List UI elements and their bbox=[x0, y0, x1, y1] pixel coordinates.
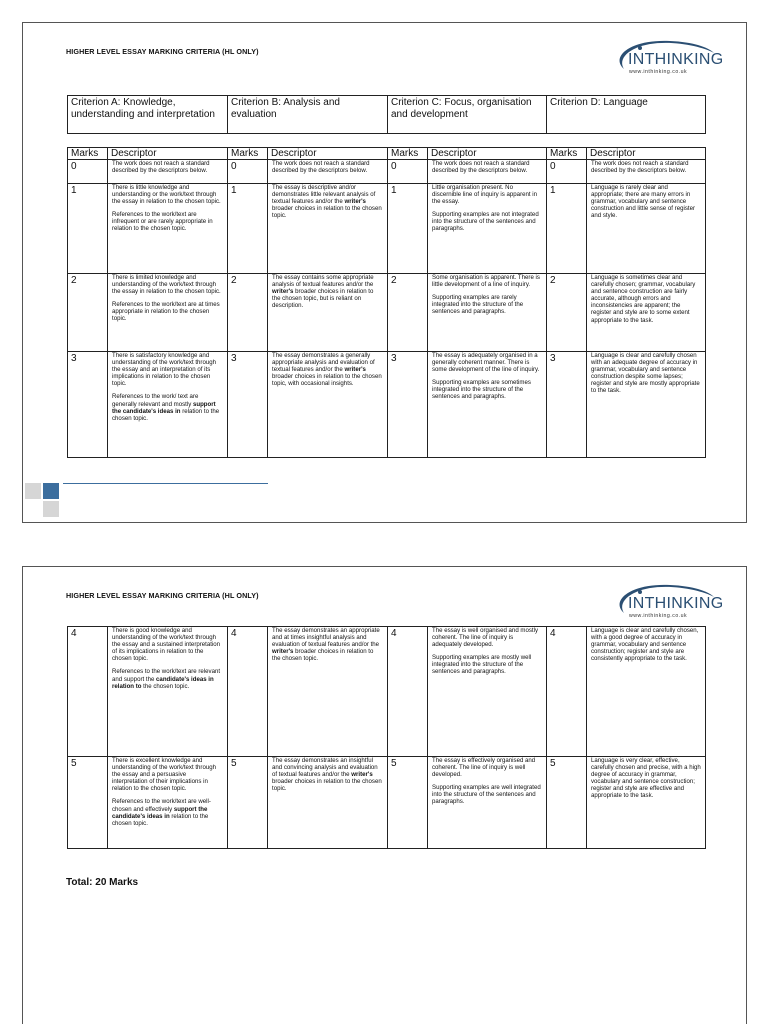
bold-term: writer's bbox=[272, 648, 294, 656]
bold-term: candidate's ideas in relation to bbox=[112, 675, 214, 690]
inthinking-logo bbox=[608, 33, 724, 79]
descriptor-text: There is good knowledge and understanding of the work/text through the essay and a sustained interpretation of its implications in relation to the chosen topic. bbox=[112, 627, 221, 663]
criterion-c-heading: Criterion C: Focus, organisation and development bbox=[388, 96, 547, 134]
criterion-c-mark-cell: 4 bbox=[388, 627, 428, 757]
bold-term: support the candidate's ideas in bbox=[112, 400, 216, 415]
descriptor-text: The essay contains some appropriate analysis of textual features and/or the bbox=[272, 274, 374, 289]
decorative-grey-square bbox=[25, 483, 41, 499]
descriptor-paragraph: The work does not reach a standard described by the descriptors below. bbox=[432, 160, 530, 175]
marks-column-header: Marks bbox=[68, 148, 108, 160]
descriptor-paragraph: There is little knowledge and understanding or the work/text through the essay in relation to the chosen topic. bbox=[112, 184, 221, 206]
criterion-c-descriptor-cell bbox=[428, 184, 547, 274]
descriptor-text: The essay demonstrates an appropriate and at times insightful analysis and evaluation of textual features and/or the bbox=[272, 627, 380, 649]
criterion-a-heading: Criterion A: Knowledge, understanding and interpretation bbox=[68, 96, 228, 134]
criterion-d-heading: Criterion D: Language bbox=[547, 96, 706, 134]
criterion-d-mark-cell: 3 bbox=[547, 352, 587, 458]
marking-criteria-table-continued bbox=[67, 626, 706, 849]
criterion-a-descriptor-cell bbox=[108, 184, 228, 274]
descriptor-paragraph: The work does not reach a standard described by the descriptors below. bbox=[112, 160, 210, 175]
descriptor-paragraph: The essay is effectively organised and coherent. The line of inquiry is well developed. bbox=[432, 757, 536, 779]
descriptor-paragraph: Language is very clear, effective, carefully chosen and precise, with a high degree of accuracy in grammar, vocabulary and sentence construction; register and style are effective and appropriate to the task. bbox=[591, 757, 701, 800]
total-marks: Total: 20 Marks bbox=[66, 877, 139, 888]
descriptor-paragraph: Supporting examples are sometimes integrated into the structure of the sentences and paragraphs. bbox=[432, 379, 531, 401]
criterion-c-mark-cell: 5 bbox=[388, 757, 428, 849]
criterion-b-mark-cell: 4 bbox=[228, 627, 268, 757]
criterion-a-mark-cell: 2 bbox=[68, 274, 108, 352]
bold-term: writer's bbox=[344, 366, 366, 374]
table-header-row bbox=[68, 148, 706, 160]
descriptor-paragraph: Language is clear and carefully chosen with an adequate degree of accuracy in grammar, vocabulary and sentence construction despite some lapses; register and style are mostly appropriate to the task. bbox=[591, 352, 700, 395]
descriptor-column-header: Descriptor bbox=[108, 148, 228, 160]
criterion-b-mark-cell: 1 bbox=[228, 184, 268, 274]
descriptor-paragraph: Language is sometimes clear and carefully chosen; grammar, vocabulary and sentence construction are fairly accurate, although errors and inconsistencies are apparent; the register and style are to some extent appropriate to the task. bbox=[591, 274, 696, 324]
criterion-a-mark-cell: 1 bbox=[68, 184, 108, 274]
descriptor-column-header: Descriptor bbox=[268, 148, 388, 160]
criterion-b-descriptor-cell bbox=[268, 274, 388, 352]
criterion-c-descriptor-cell bbox=[428, 160, 547, 184]
table-row bbox=[68, 352, 706, 458]
criterion-a-mark-cell: 3 bbox=[68, 352, 108, 458]
descriptor-paragraph: The work does not reach a standard described by the descriptors below. bbox=[591, 160, 689, 175]
document-page-2 bbox=[22, 566, 747, 1024]
descriptor-paragraph: The essay is adequately organised in a generally coherent manner. There is some development of the line of inquiry. bbox=[432, 352, 540, 374]
logo-text: INTHINKING bbox=[628, 51, 724, 68]
criterion-d-descriptor-cell bbox=[587, 274, 706, 352]
criterion-d-mark-cell: 0 bbox=[547, 160, 587, 184]
descriptor-text: relation to the chosen topic. bbox=[112, 812, 209, 827]
criterion-b-descriptor-cell bbox=[268, 184, 388, 274]
criterion-a-descriptor-cell bbox=[108, 274, 228, 352]
criterion-d-mark-cell: 1 bbox=[547, 184, 587, 274]
descriptor-paragraph: Some organisation is apparent. There is little development of a line of inquiry. bbox=[432, 274, 540, 289]
descriptor-text: broader choices in relation to the chosen topic. bbox=[272, 205, 382, 220]
table-row bbox=[68, 274, 706, 352]
table-row bbox=[68, 184, 706, 274]
descriptor-paragraph: The work does not reach a standard described by the descriptors below. bbox=[272, 160, 370, 175]
descriptor-text: broader choices in relation to the chosen topic, but is reliant on description. bbox=[272, 288, 374, 310]
criterion-b-descriptor-cell bbox=[268, 160, 388, 184]
criterion-c-mark-cell: 1 bbox=[388, 184, 428, 274]
marks-column-header: Marks bbox=[388, 148, 428, 160]
descriptor-paragraph: Supporting examples are well integrated into the structure of the sentences and paragraphs. bbox=[432, 784, 541, 806]
criterion-d-descriptor-cell bbox=[587, 627, 706, 757]
bold-term: writer's bbox=[344, 198, 366, 206]
descriptor-paragraph: References to the work/text are infrequent or are rarely appropriate in relation to the chosen topic. bbox=[112, 211, 213, 233]
decorative-blue-square bbox=[43, 483, 59, 499]
decorative-divider-line bbox=[63, 483, 268, 484]
criterion-a-descriptor-cell bbox=[108, 352, 228, 458]
criterion-d-descriptor-cell bbox=[587, 184, 706, 274]
criterion-b-descriptor-cell bbox=[268, 352, 388, 458]
criterion-c-descriptor-cell bbox=[428, 274, 547, 352]
descriptor-paragraph: Language is rarely clear and appropriate; there are many errors in grammar, vocabulary and sentence construction and little sense of register and style. bbox=[591, 184, 695, 220]
document-page-1 bbox=[22, 22, 747, 523]
descriptor-paragraph: Supporting examples are rarely integrated into the structure of the sentences and paragraphs. bbox=[432, 294, 524, 316]
descriptor-text: The essay demonstrates a generally appropriate analysis and evaluation of textual features and/or the bbox=[272, 352, 375, 374]
criterion-a-mark-cell: 0 bbox=[68, 160, 108, 184]
criterion-d-descriptor-cell bbox=[587, 757, 706, 849]
descriptor-paragraph: References to the work/text are at times appropriate in relation to the chosen topic. bbox=[112, 301, 220, 323]
criterion-c-descriptor-cell bbox=[428, 627, 547, 757]
inthinking-logo bbox=[608, 577, 724, 623]
criterion-b-descriptor-cell bbox=[268, 757, 388, 849]
descriptor-column-header: Descriptor bbox=[428, 148, 547, 160]
criterion-b-mark-cell: 0 bbox=[228, 160, 268, 184]
descriptor-text: There is excellent knowledge and understanding of the work/text through the essay and a persuasive interpretation of their implications in relation to the chosen topic. bbox=[112, 757, 216, 793]
criteria-header-table bbox=[67, 95, 706, 134]
logo-text: INTHINKING bbox=[628, 595, 724, 612]
decorative-grey-square bbox=[43, 501, 59, 517]
descriptor-text: References to the work/text are well-chosen and effectively bbox=[112, 798, 211, 813]
criterion-c-descriptor-cell bbox=[428, 757, 547, 849]
descriptor-paragraph: Supporting examples are mostly well integrated into the structure of the sentences and paragraphs. bbox=[432, 654, 532, 676]
criterion-c-descriptor-cell bbox=[428, 352, 547, 458]
bold-term: writer's bbox=[272, 288, 294, 296]
logo-url: www.inthinking.co.uk bbox=[629, 69, 688, 75]
criterion-b-descriptor-cell bbox=[268, 627, 388, 757]
descriptor-text: The essay demonstrates an insightful and convincing analysis and evaluation of textual features and/or the bbox=[272, 757, 378, 779]
bold-term: writer's bbox=[351, 771, 373, 779]
criterion-a-mark-cell: 4 bbox=[68, 627, 108, 757]
descriptor-paragraph: Little organisation present. No discernible line of inquiry is apparent in the essay. bbox=[432, 184, 538, 206]
logo-url: www.inthinking.co.uk bbox=[629, 613, 688, 619]
descriptor-paragraph: There is limited knowledge and understanding of the work/text through the essay in relation to the chosen topic. bbox=[112, 274, 221, 296]
marks-column-header: Marks bbox=[228, 148, 268, 160]
descriptor-text: relation to the chosen topic. bbox=[112, 407, 220, 422]
criterion-c-mark-cell: 3 bbox=[388, 352, 428, 458]
descriptor-column-header: Descriptor bbox=[587, 148, 706, 160]
criterion-b-mark-cell: 2 bbox=[228, 274, 268, 352]
descriptor-paragraph: The essay is well organised and mostly coherent. The line of inquiry is adequately developed. bbox=[432, 627, 539, 649]
marks-column-header: Marks bbox=[547, 148, 587, 160]
criterion-d-mark-cell: 5 bbox=[547, 757, 587, 849]
descriptor-text: The essay is descriptive and/or demonstrates little relevant analysis of textual features and/or the bbox=[272, 184, 376, 206]
criterion-d-descriptor-cell bbox=[587, 352, 706, 458]
criterion-d-descriptor-cell bbox=[587, 160, 706, 184]
criterion-b-heading: Criterion B: Analysis and evaluation bbox=[228, 96, 388, 134]
page-header-title: HIGHER LEVEL ESSAY MARKING CRITERIA (HL ONLY) bbox=[66, 591, 259, 600]
criterion-a-descriptor-cell bbox=[108, 627, 228, 757]
marking-criteria-table bbox=[67, 147, 706, 458]
criterion-d-mark-cell: 4 bbox=[547, 627, 587, 757]
descriptor-text: broader choices in relation to the chosen topic. bbox=[272, 778, 382, 793]
descriptor-text: There is satisfactory knowledge and understanding of the work/text through the essay and an interpretation of its implications in relation to the chosen topic. bbox=[112, 352, 216, 388]
criterion-c-mark-cell: 0 bbox=[388, 160, 428, 184]
descriptor-text: References to the work/text are relevant and support the bbox=[112, 668, 221, 683]
criterion-b-mark-cell: 5 bbox=[228, 757, 268, 849]
descriptor-text: broader choices in relation to the chosen topic, with occasional insights. bbox=[272, 373, 382, 388]
descriptor-text: the chosen topic. bbox=[141, 682, 190, 690]
criterion-d-mark-cell: 2 bbox=[547, 274, 587, 352]
descriptor-paragraph: Language is clear and carefully chosen, with a good degree of accuracy in grammar, vocabulary and sentence construction; register and style are consistently appropriate to the task. bbox=[591, 627, 699, 663]
page-header-title: HIGHER LEVEL ESSAY MARKING CRITERIA (HL ONLY) bbox=[66, 47, 259, 56]
criterion-a-descriptor-cell bbox=[108, 757, 228, 849]
table-row bbox=[68, 627, 706, 757]
descriptor-text: broader choices in relation to the chosen topic. bbox=[272, 648, 374, 663]
descriptor-paragraph: Supporting examples are not integrated into the structure of the sentences and paragraphs. bbox=[432, 211, 539, 233]
table-row bbox=[68, 160, 706, 184]
bold-term: support the candidate's ideas in bbox=[112, 805, 208, 820]
table-row bbox=[68, 757, 706, 849]
criterion-a-descriptor-cell bbox=[108, 160, 228, 184]
criterion-a-mark-cell: 5 bbox=[68, 757, 108, 849]
criterion-c-mark-cell: 2 bbox=[388, 274, 428, 352]
descriptor-text: References to the work/ text are generally relevant and mostly bbox=[112, 393, 199, 408]
criterion-b-mark-cell: 3 bbox=[228, 352, 268, 458]
